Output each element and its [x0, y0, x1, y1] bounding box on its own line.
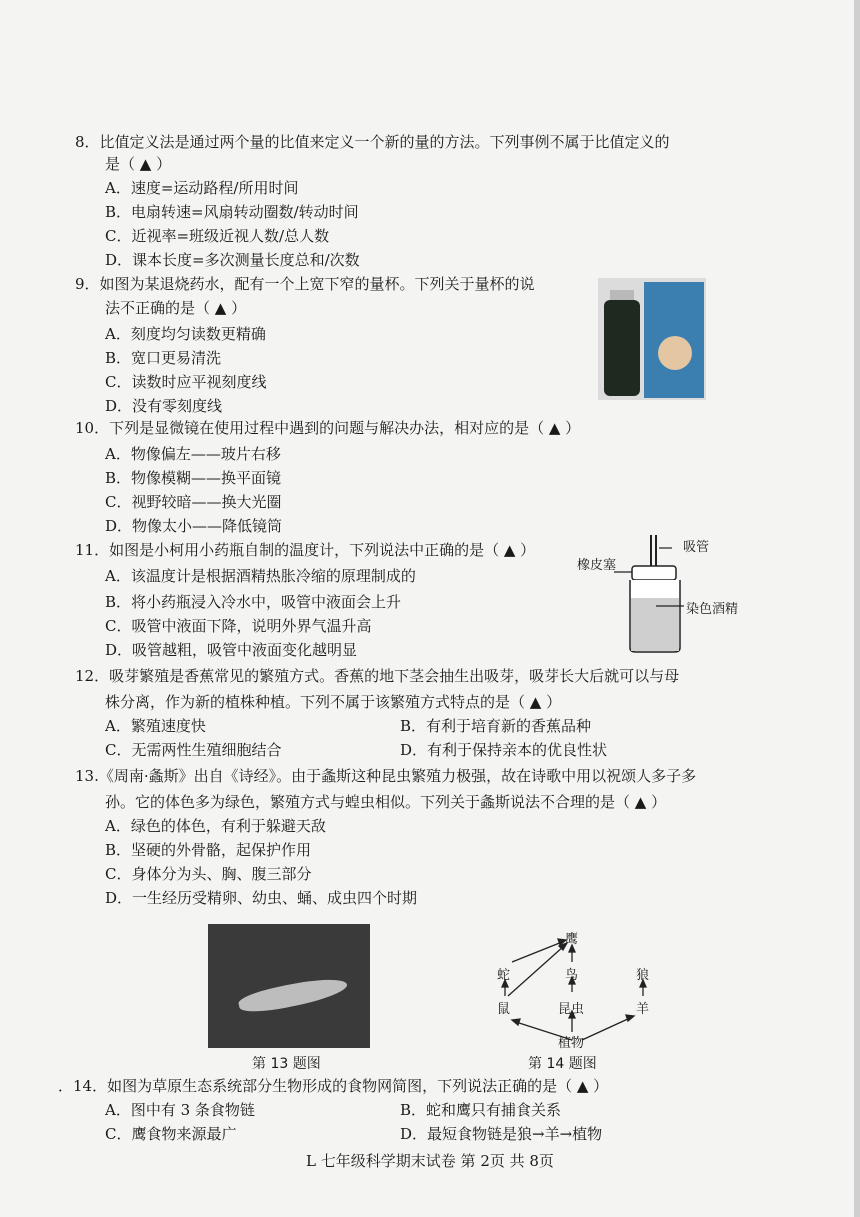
- q8-stem-line2: 是（ ▲ ）: [105, 155, 172, 173]
- q14-option-b: B．蛇和鹰只有捕食关系: [400, 1101, 562, 1119]
- node-snake: 蛇: [497, 968, 511, 983]
- q13-option-b: B．坚硬的外骨骼，起保护作用: [105, 841, 312, 859]
- q14-option-c: C．鹰食物来源最广: [105, 1125, 237, 1143]
- fig13-caption: 第 13 题图: [252, 1056, 321, 1072]
- node-sheep: 羊: [636, 1002, 650, 1017]
- q12-option-c: C．无需两性生殖细胞结合: [105, 741, 282, 759]
- node-mouse: 鼠: [497, 1002, 511, 1017]
- q14-stem: ．14．如图为草原生态系统部分生物形成的食物网简图，下列说法正确的是（ ▲ ）: [58, 1077, 609, 1095]
- q12-stem-line2: 株分离，作为新的植株种植。下列不属于该繁殖方式特点的是（ ▲ ）: [105, 693, 562, 711]
- q14-option-a: A．图中有 3 条食物链: [105, 1101, 255, 1119]
- q8-option-a: A．速度=运动路程/所用时间: [105, 179, 299, 197]
- fig14-caption: 第 14 题图: [528, 1056, 597, 1072]
- q11-option-c: C．吸管中液面下降，说明外界气温升高: [105, 617, 372, 635]
- label-straw: 吸管: [683, 540, 710, 555]
- q13-option-d: D．一生经历受精卵、幼虫、蛹、成虫四个时期: [105, 889, 418, 907]
- food-web-arrows: [502, 939, 646, 1040]
- q10-option-c: C．视野较暗——换大光圈: [105, 493, 282, 511]
- node-eagle: 鹰: [565, 932, 579, 947]
- q13-stem-line1: 13.《周南·螽斯》出自《诗经》。由于螽斯这种昆虫繁殖力极强，故在诗歌中用以祝颂人多子多: [75, 767, 697, 785]
- q8-stem-line1: 8．比值定义法是通过两个量的比值来定义一个新的量的方法。下列事例不属于比值定义的: [75, 133, 670, 151]
- node-insect: 昆虫: [558, 1002, 585, 1017]
- label-dyed-alcohol: 染色酒精: [686, 602, 739, 617]
- q11-option-b: B．将小药瓶浸入冷水中，吸管中液面会上升: [105, 593, 402, 611]
- thermometer-diagram: [614, 535, 684, 652]
- q8-option-d: D．课本长度=多次测量长度总和/次数: [105, 251, 360, 269]
- q12-option-b: B．有利于培育新的香蕉品种: [400, 717, 592, 735]
- node-wolf: 狼: [636, 968, 650, 983]
- q9-stem-line1: 9．如图为某退烧药水，配有一个上宽下窄的量杯。下列关于量杯的说: [75, 275, 535, 293]
- q8-option-c: C．近视率=班级近视人数/总人数: [105, 227, 330, 245]
- q14-option-d: D．最短食物链是狼→羊→植物: [400, 1125, 603, 1143]
- q13-option-c: C．身体分为头、胸、腹三部分: [105, 865, 312, 883]
- q12-option-d: D．有利于保持亲本的优良性状: [400, 741, 608, 759]
- node-bird: 鸟: [565, 968, 579, 983]
- q12-stem-line1: 12．吸芽繁殖是香蕉常见的繁殖方式。香蕉的地下茎会抽生出吸芽，吸芽长大后就可以与母: [75, 667, 680, 685]
- q9-option-a: A．刻度均匀读数更精确: [105, 325, 266, 343]
- q8-option-b: B．电扇转速=风扇转动圈数/转动时间: [105, 203, 359, 221]
- q9-stem-line2: 法不正确的是（ ▲ ）: [105, 299, 247, 317]
- page-footer: L 七年级科学期末试卷 第 2页 共 8页: [306, 1152, 554, 1170]
- q12-option-a: A．繁殖速度快: [105, 717, 206, 735]
- q11-option-d: D．吸管越粗，吸管中液面变化越明显: [105, 641, 358, 659]
- label-rubber-stopper: 橡皮塞: [577, 558, 617, 573]
- q10-option-b: B．物像模糊——换平面镜: [105, 469, 282, 487]
- q10-option-a: A．物像偏左——玻片右移: [105, 445, 281, 463]
- q10-option-d: D．物像太小——降低镜筒: [105, 517, 283, 535]
- q11-option-a: A．该温度计是根据酒精热胀冷缩的原理制成的: [105, 567, 416, 585]
- node-plant: 植物: [558, 1036, 585, 1051]
- q9-option-c: C．读数时应平视刻度线: [105, 373, 267, 391]
- q10-stem: 10．下列是显微镜在使用过程中遇到的问题与解决办法，相对应的是（ ▲ ）: [75, 419, 581, 437]
- q9-option-d: D．没有零刻度线: [105, 397, 223, 415]
- q9-option-b: B．宽口更易清洗: [105, 349, 222, 367]
- q13-stem-line2: 孙。它的体色多为绿色，繁殖方式与蝗虫相似。下列关于螽斯说法不合理的是（ ▲ ）: [105, 793, 667, 811]
- q13-option-a: A．绿色的体色，有利于躲避天敌: [105, 817, 326, 835]
- q11-stem: 11．如图是小柯用小药瓶自制的温度计，下列说法中正确的是（ ▲ ）: [75, 541, 536, 559]
